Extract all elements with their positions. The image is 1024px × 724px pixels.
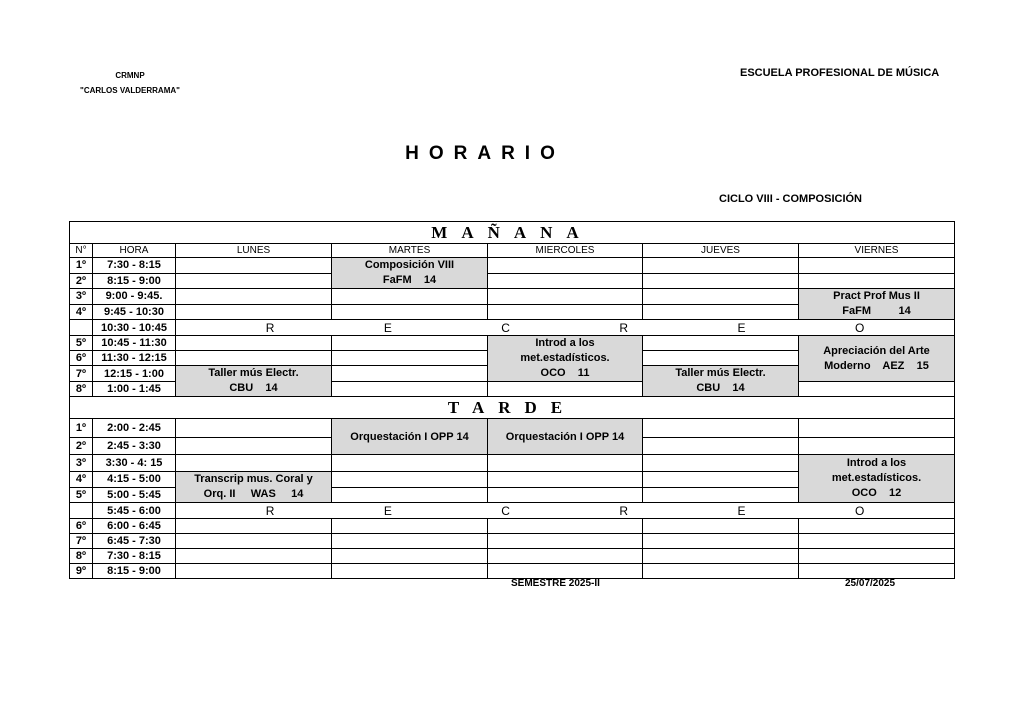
cell-jueves bbox=[643, 564, 799, 579]
recreo-letter: C bbox=[501, 320, 510, 335]
institution-block bbox=[60, 68, 200, 98]
period-number: 6º bbox=[70, 351, 93, 366]
cell-jueves bbox=[643, 519, 799, 534]
cell-viernes bbox=[799, 438, 955, 455]
period-time: 7:30 - 8:15 bbox=[93, 549, 176, 564]
cell-miercoles bbox=[488, 487, 643, 503]
table-row bbox=[70, 519, 955, 534]
cell-martes bbox=[332, 366, 488, 382]
cell-lunes bbox=[176, 336, 332, 351]
cell-lunes bbox=[176, 549, 332, 564]
course-line: Orq. II WAS 14 bbox=[203, 488, 304, 500]
period-time: 9:00 - 9:45. bbox=[93, 289, 176, 305]
period-number: 6º bbox=[70, 519, 93, 534]
school-name: ESCUELA PROFESIONAL DE MÚSICA bbox=[740, 67, 940, 79]
period-number: 8º bbox=[70, 382, 93, 397]
period-time: 2:45 - 3:30 bbox=[93, 438, 176, 455]
period-time: 4:15 - 5:00 bbox=[93, 472, 176, 488]
course-line: FaFM 14 bbox=[842, 305, 911, 317]
institution-name: "CARLOS VALDERRAMA" bbox=[80, 86, 180, 95]
course-line: CBU 14 bbox=[229, 382, 278, 394]
period-number: 5º bbox=[70, 487, 93, 503]
cell-lunes bbox=[176, 455, 332, 472]
period-number: 3º bbox=[70, 455, 93, 472]
period-number: 2º bbox=[70, 438, 93, 455]
period-time: 6:45 - 7:30 bbox=[93, 534, 176, 549]
header-viernes: VIERNES bbox=[799, 244, 955, 258]
table-row bbox=[70, 455, 955, 472]
table-row bbox=[70, 273, 955, 289]
recreo-letter: O bbox=[854, 503, 865, 518]
course-line: OCO 12 bbox=[851, 487, 902, 499]
page-title: HORARIO bbox=[405, 143, 565, 164]
period-number: 1º bbox=[70, 258, 93, 274]
course-line: Apreciación del Arte bbox=[823, 344, 930, 357]
course-line: Composición VIII bbox=[364, 259, 455, 271]
period-time: 5:00 - 5:45 bbox=[93, 487, 176, 503]
cell-viernes bbox=[799, 273, 955, 289]
cell-jueves bbox=[643, 304, 799, 320]
table-row bbox=[70, 336, 955, 351]
period-time: 10:45 - 11:30 bbox=[93, 336, 176, 351]
afternoon-banner: TARDE bbox=[70, 397, 955, 419]
period-number: 1º bbox=[70, 419, 93, 438]
cell-jueves bbox=[643, 472, 799, 488]
cell-miercoles bbox=[488, 564, 643, 579]
course-orquestacion-miercoles: Orquestación I OPP 14 bbox=[488, 419, 643, 455]
recreo-letter: R bbox=[265, 503, 275, 518]
cell-jueves bbox=[643, 351, 799, 366]
header-row bbox=[70, 244, 955, 258]
recreo-letter: O bbox=[854, 320, 865, 335]
course-introd-tarde bbox=[799, 455, 955, 503]
period-time: 7:30 - 8:15 bbox=[93, 258, 176, 274]
cell-jueves bbox=[643, 336, 799, 351]
cell-miercoles bbox=[488, 519, 643, 534]
cell-lunes bbox=[176, 304, 332, 320]
semester-label: SEMESTRE 2025-II bbox=[511, 578, 600, 589]
period-time: 12:15 - 1:00 bbox=[93, 366, 176, 382]
cell-viernes bbox=[799, 419, 955, 438]
recreo-letter: R bbox=[265, 320, 275, 335]
morning-banner: MAÑANA bbox=[70, 222, 955, 244]
cell-jueves bbox=[643, 258, 799, 274]
cell-lunes bbox=[176, 273, 332, 289]
period-time: 5:45 - 6:00 bbox=[93, 503, 176, 519]
table-row bbox=[70, 564, 955, 579]
cell-jueves bbox=[643, 289, 799, 305]
recreo-letter: E bbox=[383, 320, 392, 335]
course-taller-lunes bbox=[176, 366, 332, 397]
course-line: Moderno AEZ 15 bbox=[824, 359, 929, 372]
cell-miercoles bbox=[488, 382, 643, 397]
institution-acronym: CRMNP bbox=[115, 71, 145, 80]
course-line: met.estadísticos. bbox=[831, 472, 922, 484]
cell-jueves bbox=[643, 549, 799, 564]
cycle-label: CICLO VIII - COMPOSICIÓN bbox=[719, 193, 863, 205]
course-composicion bbox=[332, 258, 488, 289]
cell-jueves bbox=[643, 438, 799, 455]
cell-lunes bbox=[176, 258, 332, 274]
period-number: 3º bbox=[70, 289, 93, 305]
course-line: Introd a los bbox=[535, 337, 595, 349]
recreo-letter: E bbox=[737, 503, 746, 518]
cell-jueves bbox=[643, 487, 799, 503]
course-line: CBU 14 bbox=[696, 382, 745, 394]
period-time: 10:30 - 10:45 bbox=[93, 320, 176, 336]
cell-viernes bbox=[799, 564, 955, 579]
table-row bbox=[70, 549, 955, 564]
cell-viernes bbox=[799, 549, 955, 564]
course-apreciacion bbox=[799, 336, 955, 382]
header-jueves: JUEVES bbox=[643, 244, 799, 258]
table-row bbox=[70, 258, 955, 274]
recreo-letter: E bbox=[383, 503, 392, 518]
cell-miercoles bbox=[488, 549, 643, 564]
date-label: 25/07/2025 bbox=[845, 578, 896, 589]
cell-miercoles bbox=[488, 472, 643, 488]
cell-martes bbox=[332, 455, 488, 472]
cell-martes bbox=[332, 304, 488, 320]
cell-jueves bbox=[643, 455, 799, 472]
header-martes: MARTES bbox=[332, 244, 488, 258]
cell-lunes bbox=[176, 564, 332, 579]
period-number: 2º bbox=[70, 273, 93, 289]
header-hora: HORA bbox=[93, 244, 176, 258]
period-number: 4º bbox=[70, 472, 93, 488]
cell-lunes bbox=[176, 519, 332, 534]
course-line: Pract Prof Mus II bbox=[833, 290, 920, 302]
cell-martes bbox=[332, 564, 488, 579]
recreo-row bbox=[70, 503, 955, 519]
period-number: 5º bbox=[70, 336, 93, 351]
course-introd-manana bbox=[488, 336, 643, 382]
period-number bbox=[70, 503, 93, 519]
course-line: FaFM 14 bbox=[382, 274, 437, 286]
course-line: Taller mús Electr. bbox=[675, 367, 766, 379]
course-transcrip bbox=[176, 472, 332, 503]
recreo-letter: R bbox=[619, 320, 629, 335]
cell-martes bbox=[332, 519, 488, 534]
period-time: 6:00 - 6:45 bbox=[93, 519, 176, 534]
recreo-row bbox=[70, 320, 955, 336]
course-line: Introd a los bbox=[846, 457, 907, 469]
recreo-letter: R bbox=[619, 503, 629, 518]
recreo-letter: E bbox=[737, 320, 746, 335]
course-line: Taller mús Electr. bbox=[208, 367, 299, 379]
cell-miercoles bbox=[488, 455, 643, 472]
period-number: 9º bbox=[70, 564, 93, 579]
schedule-table bbox=[69, 221, 955, 579]
period-time: 8:15 - 9:00 bbox=[93, 273, 176, 289]
table-row bbox=[70, 419, 955, 438]
cell-jueves bbox=[643, 534, 799, 549]
period-time: 2:00 - 2:45 bbox=[93, 419, 176, 438]
cell-lunes bbox=[176, 289, 332, 305]
cell-jueves bbox=[643, 273, 799, 289]
course-line: Transcrip mus. Coral y bbox=[194, 473, 313, 485]
period-number: 7º bbox=[70, 366, 93, 382]
cell-martes bbox=[332, 487, 488, 503]
period-time: 8:15 - 9:00 bbox=[93, 564, 176, 579]
period-number: 8º bbox=[70, 549, 93, 564]
course-pract-prof bbox=[799, 289, 955, 320]
cell-jueves bbox=[643, 419, 799, 438]
course-line: OCO 11 bbox=[540, 367, 590, 379]
cell-miercoles bbox=[488, 534, 643, 549]
cell-martes bbox=[332, 472, 488, 488]
course-orquestacion-martes: Orquestación I OPP 14 bbox=[332, 419, 488, 455]
cell-miercoles bbox=[488, 304, 643, 320]
recreo-label bbox=[176, 503, 955, 519]
course-line: met.estadísticos. bbox=[520, 352, 610, 364]
period-time: 9:45 - 10:30 bbox=[93, 304, 176, 320]
cell-martes bbox=[332, 534, 488, 549]
header-number: N° bbox=[70, 244, 93, 258]
recreo-letter: C bbox=[501, 503, 510, 518]
cell-martes bbox=[332, 382, 488, 397]
cell-martes bbox=[332, 289, 488, 305]
period-time: 1:00 - 1:45 bbox=[93, 382, 176, 397]
cell-viernes bbox=[799, 382, 955, 397]
cell-viernes bbox=[799, 534, 955, 549]
cell-miercoles bbox=[488, 273, 643, 289]
cell-miercoles bbox=[488, 258, 643, 274]
header-miercoles: MIERCOLES bbox=[488, 244, 643, 258]
cell-martes bbox=[332, 351, 488, 366]
period-time: 11:30 - 12:15 bbox=[93, 351, 176, 366]
period-number bbox=[70, 320, 93, 336]
table-row bbox=[70, 289, 955, 305]
recreo-label bbox=[176, 320, 955, 336]
cell-lunes bbox=[176, 534, 332, 549]
course-taller-jueves bbox=[643, 366, 799, 397]
header-lunes: LUNES bbox=[176, 244, 332, 258]
period-time: 3:30 - 4: 15 bbox=[93, 455, 176, 472]
cell-viernes bbox=[799, 519, 955, 534]
cell-miercoles bbox=[488, 289, 643, 305]
period-number: 7º bbox=[70, 534, 93, 549]
cell-viernes bbox=[799, 258, 955, 274]
cell-lunes bbox=[176, 419, 332, 438]
cell-lunes bbox=[176, 438, 332, 455]
cell-martes bbox=[332, 549, 488, 564]
period-number: 4º bbox=[70, 304, 93, 320]
table-row bbox=[70, 534, 955, 549]
cell-martes bbox=[332, 336, 488, 351]
cell-lunes bbox=[176, 351, 332, 366]
